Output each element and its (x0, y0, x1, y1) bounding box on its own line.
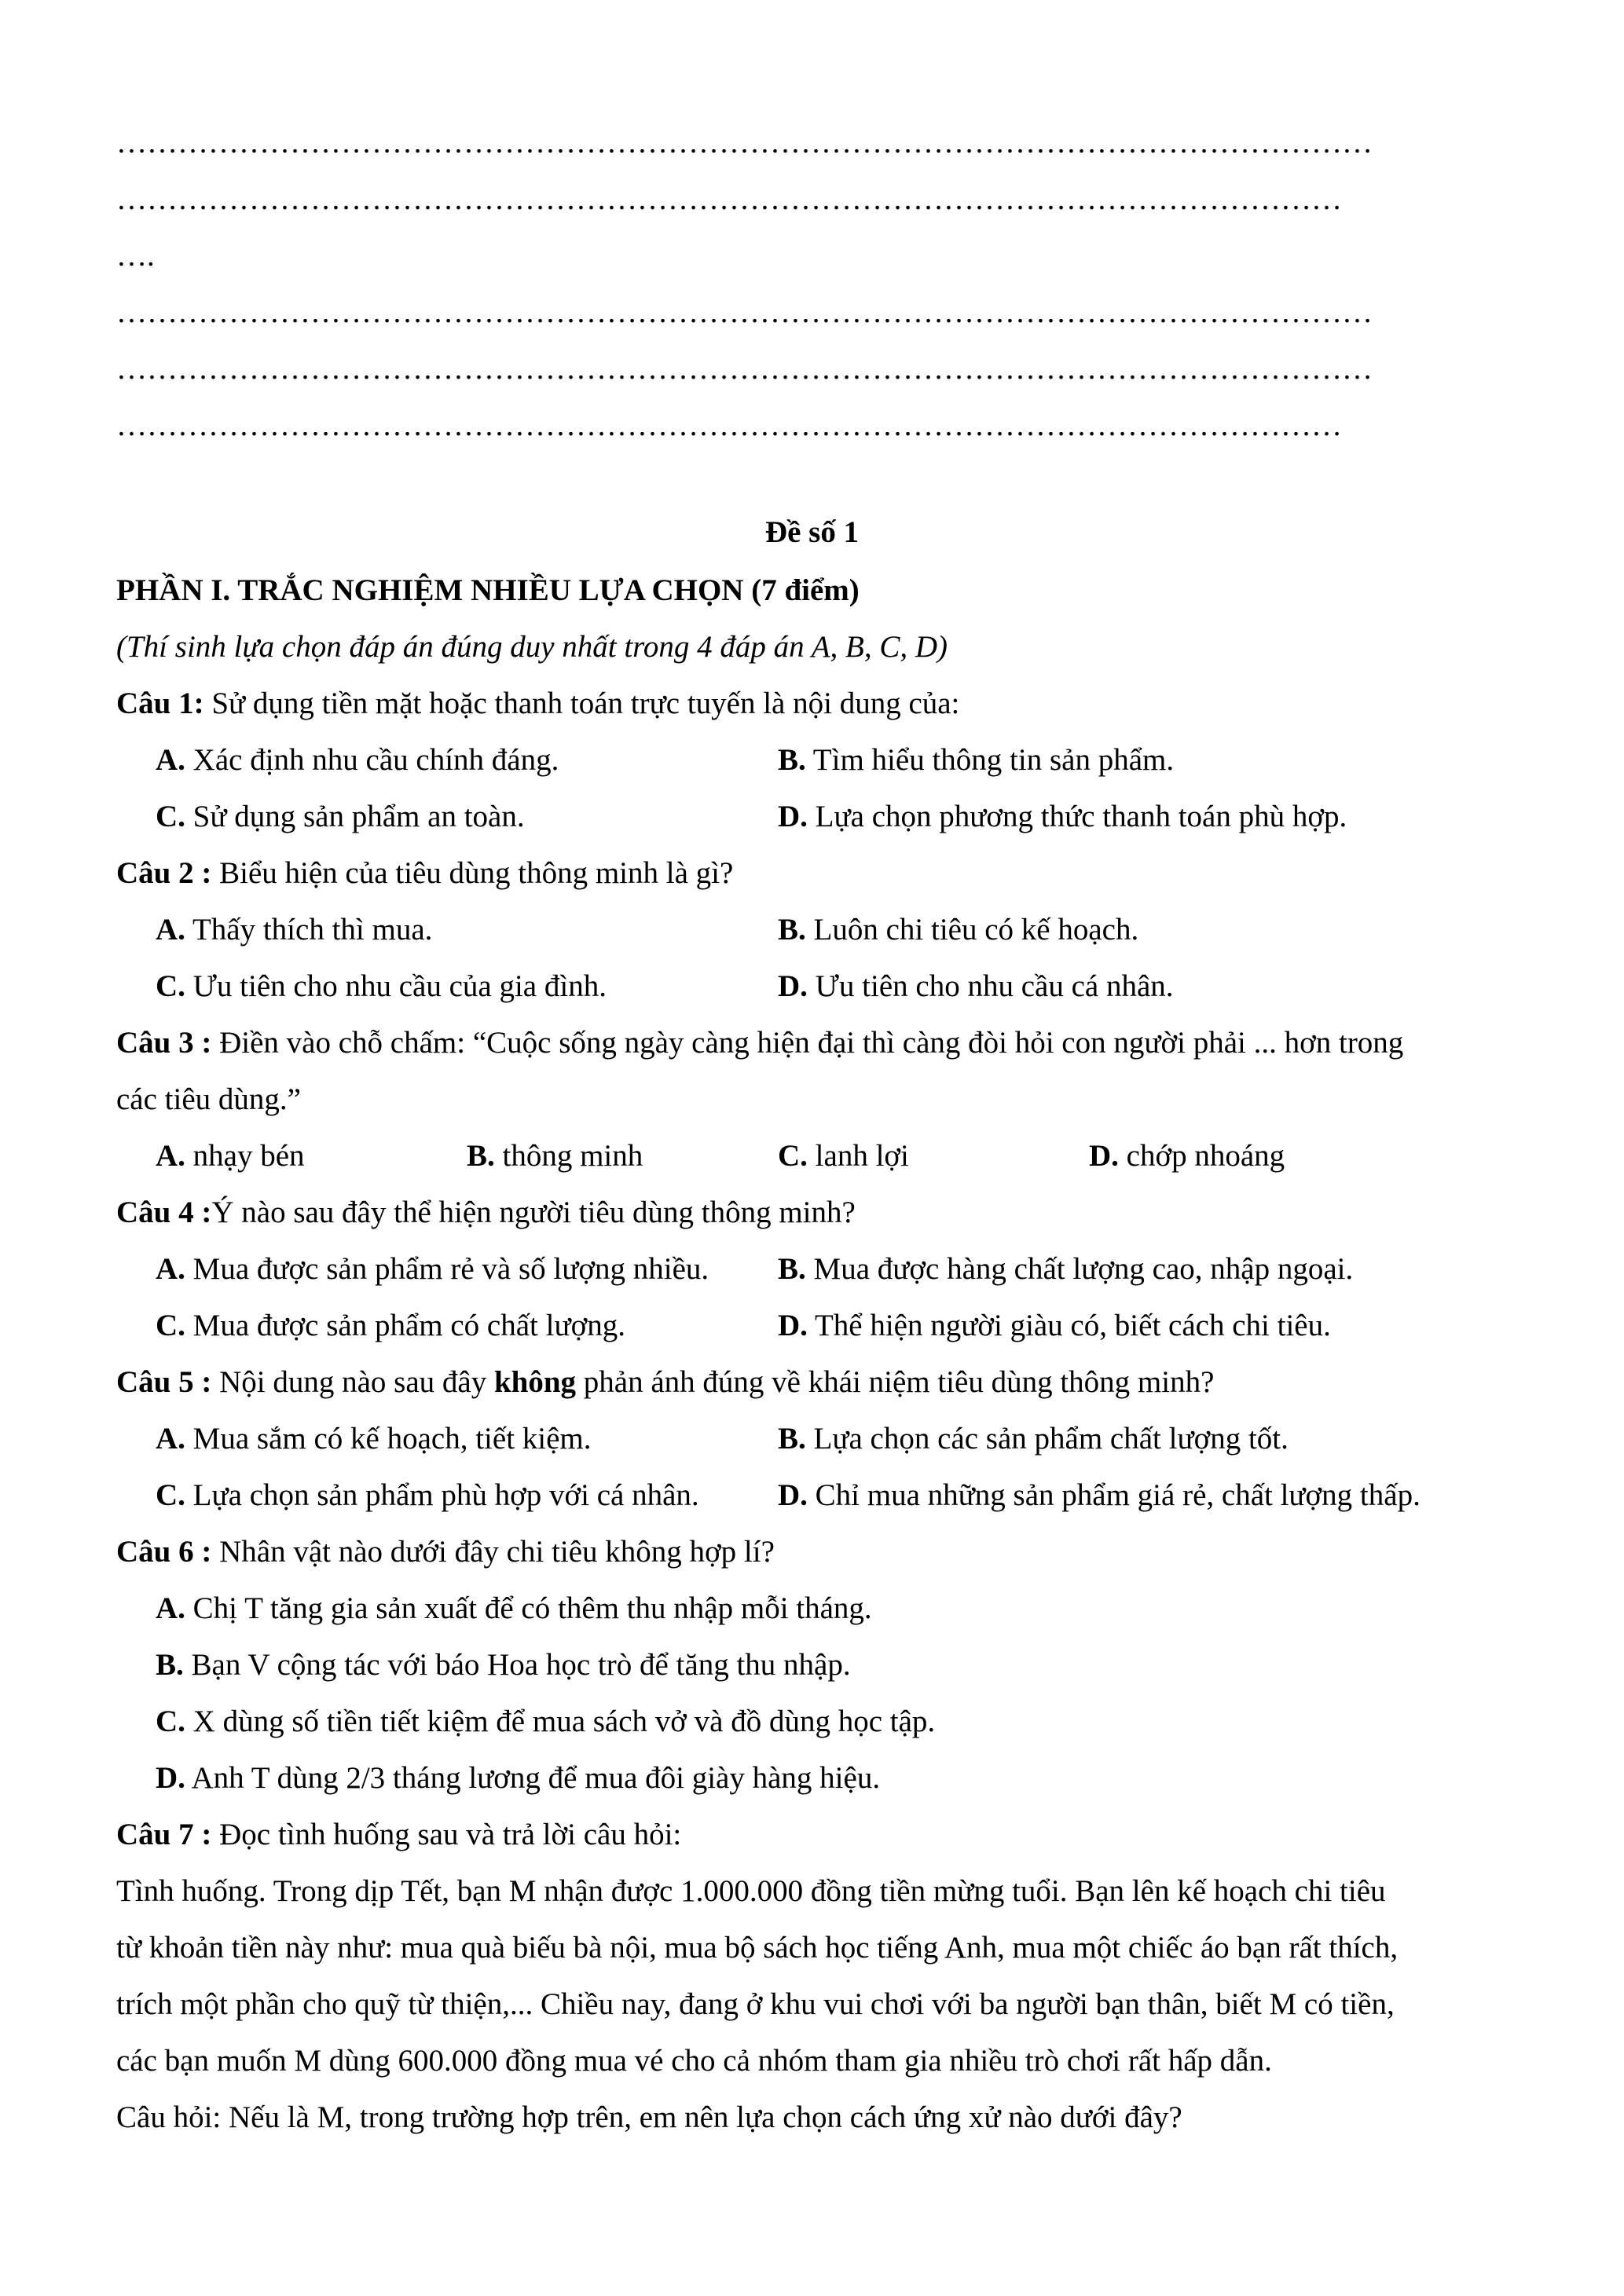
question-text: Điền vào chỗ chấm: “Cuộc sống ngày càng hiện đại thì càng đòi hỏi con người phải ... hơn trong (211, 1026, 1404, 1060)
section-title: PHẦN I. TRẮC NGHIỆM NHIỀU LỰA CHỌN (7 điểm) (116, 573, 860, 607)
option-b: B. Lựa chọn các sản phẩm chất lượng tốt. (778, 1422, 1289, 1456)
option-d: D. chớp nhoáng (1089, 1139, 1285, 1173)
option-b: B. Luôn chi tiêu có kế hoạch. (778, 913, 1139, 947)
option-c: C. Sử dụng sản phẩm an toàn. (156, 800, 525, 833)
option-c: C. Lựa chọn sản phẩm phù hợp với cá nhân. (156, 1478, 699, 1512)
dotted-line: …………………………………………………………………………………………………………… (116, 295, 1373, 329)
question-label: Câu 7 : (116, 1818, 212, 1851)
question-prompt: Câu hỏi: Nếu là M, trong trường hợp trên, em nên lựa chọn cách ứng xử nào dưới đây? (116, 2100, 1182, 2134)
question-7 (116, 1816, 1517, 1854)
situation-line: trích một phần cho quỹ từ thiện,... Chiều nay, đang ở khu vui chơi với ba người bạn thân, biết M có tiền, (116, 1987, 1395, 2021)
option-b: B. Bạn V cộng tác với báo Hoa học trò để tăng thu nhập. (156, 1648, 851, 1682)
question-text: Biểu hiện của tiêu dùng thông minh là gì? (211, 856, 734, 890)
dotted-line: ………………………………………………………………………………………………………… (116, 408, 1342, 442)
question-label: Câu 6 : (116, 1535, 212, 1569)
question-text: Sử dụng tiền mặt hoặc thanh toán trực tuyến là nội dung của: (203, 687, 960, 720)
emphasis-text: không (493, 1365, 577, 1399)
question-text: Đọc tình huống sau và trả lời câu hỏi: (211, 1818, 682, 1851)
question-label: Câu 2 : (116, 856, 212, 890)
dotted-line: …………………………………………………………………………………………………………… (116, 352, 1373, 386)
option-a: A. Xác định nhu cầu chính đáng. (156, 743, 559, 777)
option-d: D. Ưu tiên cho nhu cầu cá nhân. (778, 969, 1174, 1003)
situation-line: từ khoản tiền này như: mua quà biếu bà nội, mua bộ sách học tiếng Anh, mua một chiếc áo bạn rất thích, (116, 1931, 1399, 1965)
situation-line: Tình huống. Trong dịp Tết, bạn M nhận được 1.000.000 đồng tiền mừng tuổi. Bạn lên kế hoạch chi tiêu (116, 1874, 1386, 1908)
option-a: A. nhạy bén (156, 1139, 305, 1173)
option-b: B. Tìm hiểu thông tin sản phẩm. (778, 743, 1175, 777)
option-b: B. thông minh (467, 1139, 643, 1173)
question-text: phản ánh đúng về khái niệm tiêu dùng thông minh? (576, 1365, 1215, 1399)
dotted-line: …. (116, 239, 155, 273)
option-a: A. Thấy thích thì mua. (156, 913, 433, 947)
question-label: Câu 4 : (116, 1196, 212, 1229)
question-5 (116, 1364, 1517, 1401)
dotted-line: …………………………………………………………………………………………………………… (116, 126, 1373, 159)
question-text: Ý nào sau đây thể hiện người tiêu dùng thông minh? (211, 1196, 856, 1229)
dotted-line: ………………………………………………………………………………………………………… (116, 182, 1342, 216)
section-note: (Thí sinh lựa chọn đáp án đúng duy nhất trong 4 đáp án A, B, C, D) (116, 630, 948, 664)
option-c: C. X dùng số tiền tiết kiệm để mua sách vở và đồ dùng học tập. (156, 1705, 936, 1738)
option-a: A. Mua được sản phẩm rẻ và số lượng nhiều. (156, 1252, 709, 1286)
option-a: A. Mua sắm có kế hoạch, tiết kiệm. (156, 1422, 592, 1456)
option-d: D. Chỉ mua những sản phẩm giá rẻ, chất lượng thấp. (778, 1478, 1421, 1512)
question-3-continued: các tiêu dùng.” (116, 1082, 301, 1116)
option-d: D. Lựa chọn phương thức thanh toán phù hợp. (778, 800, 1347, 833)
option-c: C. Ưu tiên cho nhu cầu của gia đình. (156, 969, 607, 1003)
question-text: Nhân vật nào dưới đây chi tiêu không hợp lí? (211, 1535, 775, 1569)
option-c: C. Mua được sản phẩm có chất lượng. (156, 1309, 625, 1342)
option-a: A. Chị T tăng gia sản xuất để có thêm thu nhập mỗi tháng. (156, 1591, 872, 1625)
question-3 (116, 1024, 1517, 1062)
question-label: Câu 3 : (116, 1026, 212, 1060)
exam-title: Đề số 1 (764, 515, 860, 549)
question-label: Câu 1: (116, 687, 204, 720)
question-6 (116, 1533, 1517, 1571)
option-d: D. Anh T dùng 2/3 tháng lương để mua đôi giày hàng hiệu. (156, 1761, 881, 1795)
situation-line: các bạn muốn M dùng 600.000 đồng mua vé cho cả nhóm tham gia nhiều trò chơi rất hấp dẫn. (116, 2044, 1272, 2078)
question-label: Câu 5 : (116, 1365, 212, 1399)
option-d: D. Thể hiện người giàu có, biết cách chi tiêu. (778, 1309, 1331, 1342)
question-1 (116, 685, 1517, 723)
option-b: B. Mua được hàng chất lượng cao, nhập ngoại. (778, 1252, 1354, 1286)
option-c: C. lanh lợi (778, 1139, 909, 1173)
question-2 (116, 855, 1517, 892)
question-text: Nội dung nào sau đây (211, 1365, 494, 1399)
question-4 (116, 1194, 1517, 1232)
